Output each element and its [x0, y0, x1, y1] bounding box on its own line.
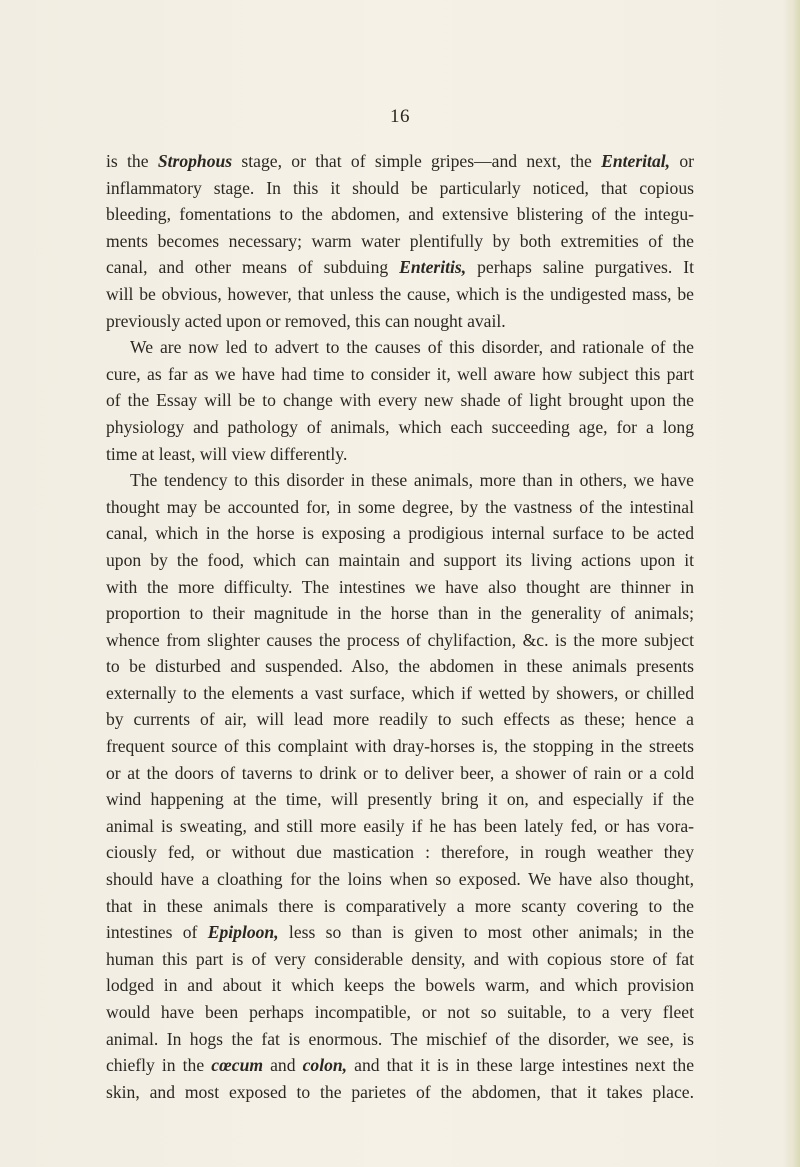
text-line [106, 175, 694, 202]
text-run: and that it is in these large intestines next the [347, 1055, 694, 1076]
text-run: would have been perhaps incompatible, or not so suitable, to a very fleet [106, 1002, 694, 1022]
text-run: bleeding, fomentations to the abdomen, and extensive blistering of the integu- [106, 204, 694, 225]
text-line [106, 1052, 694, 1079]
text-run: previously acted upon or removed, this can nought avail. [106, 310, 506, 331]
text-run: The tendency to this disorder in these animals, more than in others, we have [130, 470, 694, 491]
text-line [106, 919, 694, 946]
text-run: inflammatory stage. In this it should be particularly noticed, that copious [106, 177, 694, 198]
text-run: is the [106, 151, 158, 171]
text-run: less so than is given to most other animals; in the [278, 922, 694, 943]
italic-term: Enterital, [601, 151, 671, 171]
text-line [106, 228, 694, 255]
text-line [106, 653, 694, 680]
text-line [106, 361, 694, 388]
text-run: cure, as far as we have had time to consider it, well aware how subject this part [106, 363, 694, 384]
body-text [106, 148, 694, 1105]
text-line [106, 893, 694, 920]
text-line [106, 148, 694, 175]
text-run: perhaps saline purgatives. It [466, 257, 694, 278]
text-line [106, 786, 694, 813]
text-line [106, 201, 694, 228]
text-run: should have a cloathing for the loins when so exposed. We have also thought, [106, 869, 694, 890]
text-line [106, 600, 694, 627]
italic-term: Epiploon, [207, 922, 279, 943]
text-run: ments becomes necessary; warm water plentifully by both extremities of the [106, 230, 694, 251]
text-line [106, 946, 694, 973]
text-line [106, 760, 694, 787]
text-line [106, 281, 694, 308]
text-run: time at least, will view differently. [106, 443, 348, 464]
text-line [106, 813, 694, 840]
text-run: We are now led to advert to the causes of this disorder, and rationale of the [130, 337, 694, 358]
text-line [106, 1026, 694, 1053]
italic-term: Enteritis, [399, 257, 467, 278]
text-run: chiefly in the [106, 1055, 212, 1076]
text-line [106, 627, 694, 654]
text-run: to be disturbed and suspended. Also, the abdomen in these animals presents [106, 656, 694, 677]
text-line [106, 494, 694, 521]
text-run: upon by the food, which can maintain and support its living actions upon it [106, 549, 694, 570]
text-run: canal, and other means of subduing [106, 257, 400, 278]
text-line [106, 387, 694, 414]
text-run: of the Essay will be to change with every new shade of light brought upon the [106, 390, 694, 411]
text-line [106, 334, 694, 361]
text-run: whence from slighter causes the process of chylifaction, &c. is the more subject [106, 629, 694, 650]
text-line [106, 574, 694, 601]
text-line [106, 839, 694, 866]
text-line [106, 999, 694, 1026]
text-run: or at the doors of taverns to drink or to deliver beer, a shower of rain or a cold [106, 762, 694, 783]
text-line [106, 414, 694, 441]
text-run: or [670, 151, 694, 171]
text-run: animal is sweating, and still more easily if he has been lately fed, or has vora- [106, 815, 694, 836]
text-run: wind happening at the time, will presently bring it on, and especially if the [106, 789, 694, 810]
text-line [106, 441, 694, 468]
page-number: 16 [390, 106, 410, 127]
page-edge-shading [782, 0, 800, 1167]
text-run: frequent source of this complaint with dray-horses is, the stopping in the streets [106, 736, 694, 757]
text-line [106, 1079, 694, 1106]
text-line [106, 254, 694, 281]
text-run: thought may be accounted for, in some degree, by the vastness of the intestinal [106, 496, 694, 517]
text-run: that in these animals there is comparatively a more scanty covering to the [106, 895, 694, 916]
text-run: stage, or that of simple gripes—and next, the [232, 151, 602, 171]
text-line [106, 706, 694, 733]
text-line [106, 467, 694, 494]
text-run: skin, and most exposed to the parietes of the abdomen, that it takes place. [106, 1081, 694, 1102]
text-run: externally to the elements a vast surface, which if wetted by showers, or chilled [106, 682, 694, 703]
text-line [106, 680, 694, 707]
text-run: by currents of air, will lead more readily to such effects as these; hence a [106, 709, 694, 730]
text-run: intestines of [106, 922, 208, 943]
text-line [106, 308, 694, 335]
italic-term: colon, [302, 1055, 348, 1076]
text-line [106, 866, 694, 893]
italic-term: Strophous [157, 151, 233, 171]
text-line [106, 547, 694, 574]
text-run: and [263, 1055, 303, 1076]
text-run: with the more difficulty. The intestines we have also thought are thinner in [106, 576, 694, 597]
text-line [106, 733, 694, 760]
text-run: canal, which in the horse is exposing a prodigious internal surface to be acted [106, 523, 694, 544]
text-run: human this part is of very considerable density, and with copious store of fat [106, 948, 694, 969]
text-run: will be obvious, however, that unless the cause, which is the undigested mass, be [106, 283, 694, 304]
text-line [106, 972, 694, 999]
text-line [106, 520, 694, 547]
text-run: animal. In hogs the fat is enormous. The mischief of the disorder, we see, is [106, 1028, 694, 1049]
text-run: physiology and pathology of animals, which each succeeding age, for a long [106, 416, 694, 437]
text-run: ciously fed, or without due mastication : therefore, in rough weather they [106, 842, 694, 863]
text-run: proportion to their magnitude in the horse than in the generality of animals; [106, 603, 694, 624]
italic-term: cœcum [211, 1055, 264, 1076]
text-run: lodged in and about it which keeps the bowels warm, and which provision [106, 975, 694, 996]
